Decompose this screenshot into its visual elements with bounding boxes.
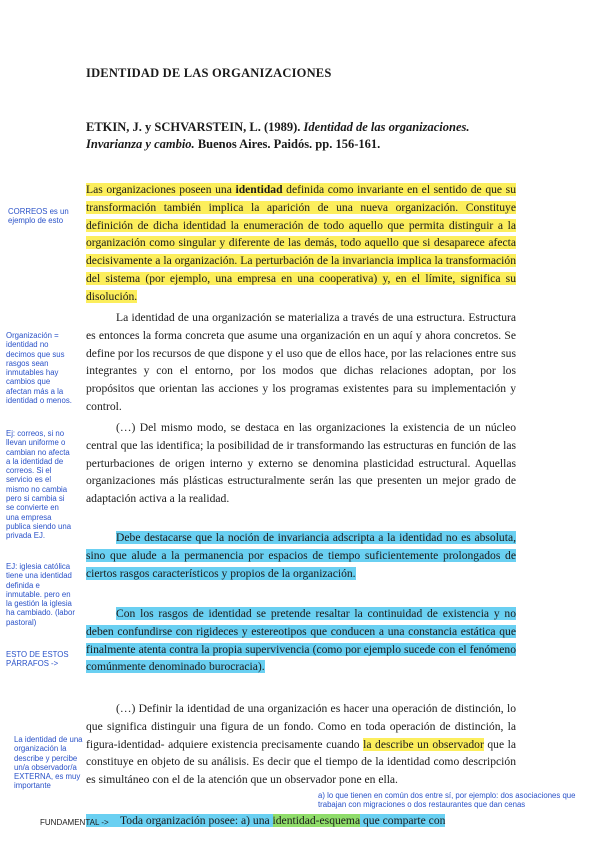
margin-note-asociaciones: a) lo que tienen en común dos entre sí, por ejemplo: dos asociaciones que trabajan con migraciones o dos restaurantes que dan cenas: [318, 791, 576, 810]
highlight-yellow: Las organizaciones poseen una identidad definida como invariante en el sentido de que su transformación también implica la aparición de una nueva organización. Constituye definición de dicha identidad la enumeración de todo aquello que permita distinguir a la organización como singular y diferente de las demás, todo aquello que si desaparece afecta decisivamente a la organización. La perturbación de la invariancia implica la transformación del sistema (por ejemplo, una empresa en una cooperativa) y, en el límite, significa su disolución.: [86, 183, 516, 303]
reference-publisher: Buenos Aires. Paidós. pp. 156-161.: [197, 137, 381, 151]
paragraph-identidad: [86, 181, 516, 306]
paragraph-estructura: La identidad de una organización se materializa a través de una estructura. Estructura es entonces la forma concreta que asume una organización en un aquí y ahora concretos. Se define por los recursos de que dispone y el uso que de ellos hace, por las relaciones entre sus integrantes y con el entorno, por los modos que dichas relaciones adoptan, por los propósitos que orientan las acciones y los programas existentes para su implementación y control.: [86, 311, 516, 413]
paragraph-plasticidad: (…) Del mismo modo, se destaca en las organizaciones la existencia de un núcleo central que las identifica; la posibilidad de ir transformando las estructuras en función de las perturbaciones de origen interno y externo se denomina plasticidad estructural. Aquellas organizaciones más plásticas estructuralmente serán las que presenten un mejor grado de adaptación activa a la realidad.: [86, 421, 516, 506]
margin-note-observador: La identidad de una organización la describe y percibe un/a observador/a EXTERNA, es muy importante: [14, 735, 83, 791]
bibliographic-reference: [86, 119, 516, 153]
highlight-observador: la describe un observador: [363, 737, 484, 751]
highlight-blue: Toda organización posee: a) una identidad-esquema que comparte con: [86, 814, 445, 827]
paragraph-rasgos: [86, 605, 516, 676]
reference-authors: ETKIN, J. y SCHVARSTEIN, L. (1989).: [86, 120, 301, 134]
margin-note-correos: CORREOS es un ejemplo de esto: [8, 207, 69, 226]
document-title: IDENTIDAD DE LAS ORGANIZACIONES: [86, 66, 332, 80]
margin-note-fundamental: FUNDAMENTAL ->: [40, 818, 109, 827]
margin-note-ej-correos: Ej: correos, si no llevan uniforme o cambian no afecta a la identidad de correos. Si el servicio es el mismo no cambia pero si cambia si se convierte en una empresa publica siendo una privada EJ.: [6, 429, 72, 541]
paragraph-identidad-esquema: [86, 812, 516, 830]
margin-note-organizacion: Organización = identidad no decimos que sus rasgos sean inmutables hay cambios que afectan más a la identidad o menos.: [6, 331, 72, 406]
paragraph-observador: (…) Definir la identidad de una organización es hacer una operación de distinción, lo que significa distinguir una figura de un fondo. Como en toda operación de distinción, la figura-identidad- adquiere existencia precisamente cuando la describe un observador que la constituye en objeto de su análisis. Es decir que el tiempo de la identidad como descripción es simultáneo con el de la atención que un observador pone en ella.: [86, 702, 517, 787]
reference-book-title: Identidad de las organizaciones. Invarianza y cambio.: [86, 120, 470, 151]
margin-note-esto: ESTO DE ESTOS PÁRRAFOS ->: [6, 650, 69, 669]
paragraph-invariancia: [86, 529, 516, 582]
margin-note-ej-iglesia: EJ: iglesia católica tiene una identidad definida e inmutable. pero en la gestión la iglesia ha cambiado. (labor pastoral): [6, 562, 75, 627]
bold-identidad: identidad: [235, 183, 283, 196]
highlight-blue: Debe destacarse que la noción de invariancia adscripta a la identidad no es absoluta, sino que alude a la permanencia por espacios de tiempo suficientemente prolongados de ciertos rasgos característicos y propios de la organización.: [86, 531, 516, 580]
highlight-green: identidad-esquema: [272, 814, 361, 827]
highlight-blue: Con los rasgos de identidad se pretende resaltar la continuidad de existencia y no deben confundirse con rigideces y estereotipos que conducen a una constancia estática que finalmente atenta contra la propia supervivencia (como por ejemplo sucede con el fenómeno comúnmente denominado burocracia).: [86, 607, 516, 674]
